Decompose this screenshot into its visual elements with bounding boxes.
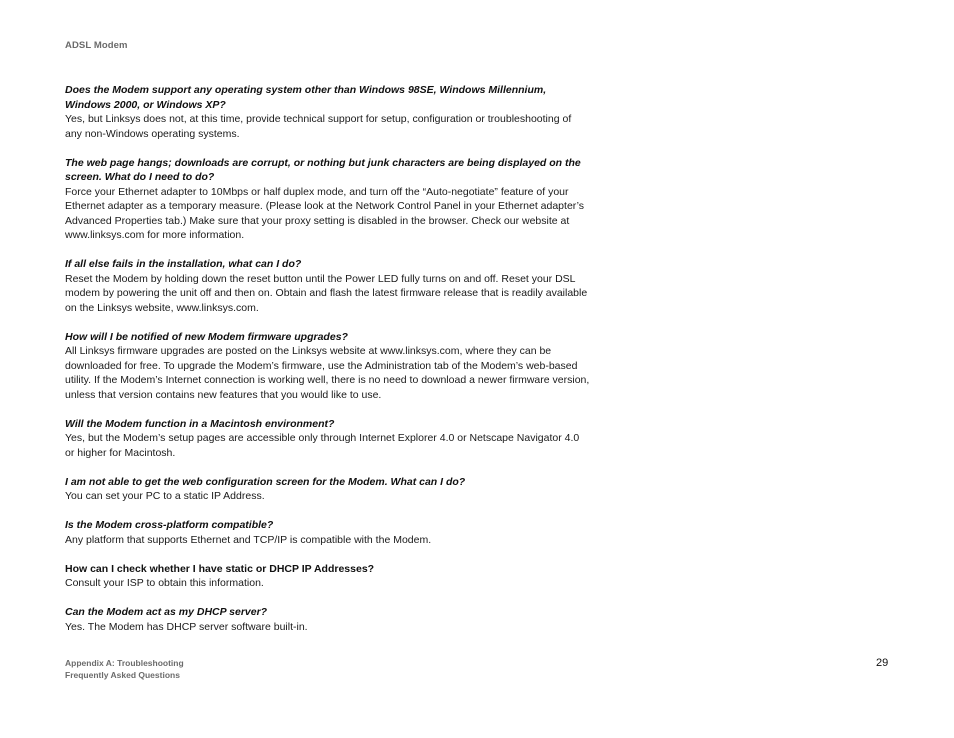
faq-item	[65, 257, 590, 315]
faq-question: Can the Modem act as my DHCP server?	[65, 606, 268, 618]
faq-answer: Any platform that supports Ethernet and TCP/IP is compatible with the Modem.	[65, 533, 432, 546]
faq-question: I am not able to get the web configuration screen for the Modem. What can I do?	[65, 475, 466, 488]
faq-item	[65, 562, 590, 591]
faq-item	[65, 605, 590, 634]
faq-question: Will the Modem function in a Macintosh environment?	[65, 417, 335, 430]
faq-answer: Consult your ISP to obtain this information.	[65, 577, 264, 589]
faq-item	[65, 330, 590, 403]
faq-question: How will I be notified of new Modem firmware upgrades?	[65, 330, 348, 343]
footer-section-title: Appendix A: Troubleshooting	[65, 658, 184, 668]
faq-question: Is the Modem cross-platform compatible?	[65, 519, 274, 531]
faq-item	[65, 83, 590, 141]
faq-list	[65, 83, 590, 649]
faq-answer: Yes, but the Modem’s setup pages are accessible only through Internet Explorer 4.0 or Netscape Navigator 4.0 or higher for Macintosh.	[65, 432, 580, 459]
faq-item	[65, 156, 590, 243]
running-header: ADSL Modem	[65, 40, 128, 51]
faq-answer: Yes, but Linksys does not, at this time, provide technical support for setup, configuration or troubleshooting of any non-Windows operating systems.	[65, 113, 572, 140]
page-number: 29	[876, 657, 889, 669]
faq-item	[65, 417, 590, 461]
faq-question: If all else fails in the installation, what can I do?	[65, 258, 302, 270]
faq-answer: Reset the Modem by holding down the reset button until the Power LED fully turns on and off. Reset your DSL modem by powering the unit off and then on. Obtain and flash the latest firmware release that is readily available on the Linksys website, www.linksys.com.	[65, 272, 588, 314]
faq-item	[65, 475, 590, 504]
faq-question: How can I check whether I have static or DHCP IP Addresses?	[65, 562, 375, 575]
footer-subsection-title: Frequently Asked Questions	[65, 670, 180, 680]
faq-item	[65, 518, 590, 547]
faq-answer: Yes. The Modem has DHCP server software built-in.	[65, 620, 308, 633]
faq-question: The web page hangs; downloads are corrupt, or nothing but junk characters are being displayed on the screen. What do I need to do?	[65, 156, 581, 183]
faq-answer: All Linksys firmware upgrades are posted on the Linksys website at www.linksys.com, where they can be downloaded for free. To upgrade the Modem’s firmware, use the Administration tab of the Modem’s web-based utility. If the Modem’s Internet connection is working well, there is no need to download a newer firmware version, unless that version contains new features that you would like to use.	[65, 345, 590, 401]
faq-answer: You can set your PC to a static IP Address.	[65, 490, 265, 502]
faq-question: Does the Modem support any operating system other than Windows 98SE, Windows Millennium, Windows 2000, or Windows XP?	[65, 84, 547, 111]
running-footer	[65, 657, 184, 681]
faq-answer: Force your Ethernet adapter to 10Mbps or half duplex mode, and turn off the “Auto-negotiate” feature of your Ethernet adapter as a temporary measure. (Please look at the Network Control Panel in your Ethernet adapter’s Advanced Properties tab.) Make sure that your proxy setting is disabled in the browser. Check our website at www.linksys.com for more information.	[65, 185, 585, 241]
